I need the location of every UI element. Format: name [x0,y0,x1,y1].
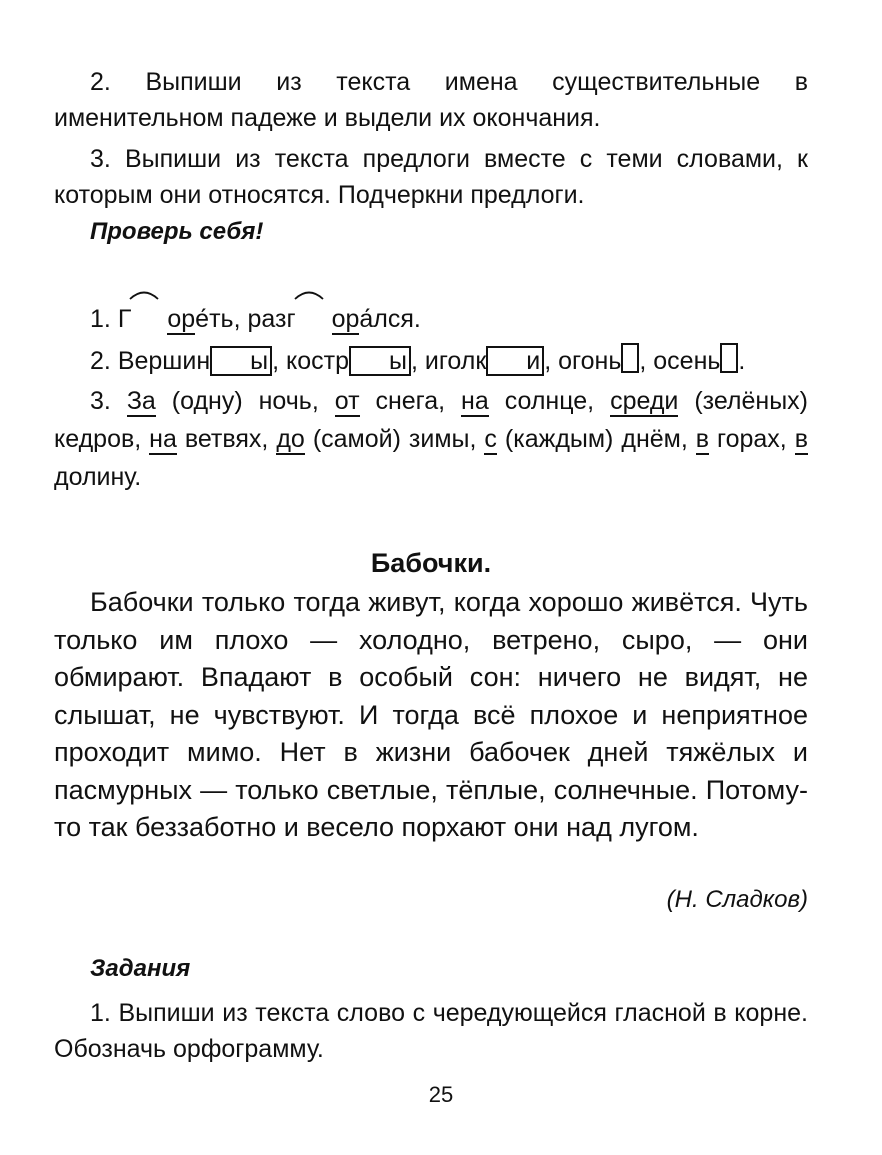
task-3: 3. Выпиши из текста предлоги вместе с теми словами, к которым они относятся. Подчеркни предлоги. [54,145,808,209]
root-arc [294,288,324,300]
word-razgoralsya: разг ора́лся. [247,305,420,333]
noun-1: Вершин ы , [117,347,286,375]
story-text: Бабочки только тогда живут, когда хорошо живётся. Чуть только им плохо — холодно, ветрено, сыро, — они обмирают. Впадают в особый сон: ничего не видят, не слышат, не чувствуют. И тогда всё плохое и неприятное проходит мимо. Нет в жизни бабочек дней тяжёлых и пасмурных — только светлые, тёплые, солнечные. Потому-то так беззаботно и весело порхают они над лугом. [54,587,808,842]
page-number: 25 [428,1082,454,1107]
story-author: (Н. Сладков) [666,886,808,913]
answer-2: 2. Вершин ы , костр ы , иголк и , огонь , осень . [54,342,808,380]
preposition: от [334,387,360,415]
noun-3: иголк и , [424,347,559,375]
word-goret: Г оре́ть [118,305,234,333]
ending-box: ы [210,346,272,376]
root-arc [129,288,159,300]
noun-2: костр ы , [286,347,425,375]
noun-5: осень . [653,347,745,375]
story-body [54,584,808,847]
preposition: в [695,425,710,453]
ending-box: ы [349,346,411,376]
assignment-1: 1. Выпиши из текста слово с чередующейся гласной в корне. Обозначь орфограмму. [54,999,808,1063]
assignments-heading: Задания [90,955,191,982]
task-2: 2. Выпиши из текста имена существительные в именительном падеже и выдели их окончания. [54,68,808,132]
check-answers [54,300,808,496]
story-title: Бабочки. [370,548,492,578]
answer-3: 3. За (одну) ночь, от снега, на солнце, среди (зелёных) кедров, на ветвях, до (самой) зимы, с (каждым) днём, в горах, в долину. [54,387,809,491]
preposition: в [794,425,808,453]
preposition: до [276,425,305,453]
zero-ending-box [720,343,738,373]
check-heading: Проверь себя! [90,218,264,245]
noun-4: огонь , [558,347,653,375]
preposition: на [149,425,177,453]
preposition: на [461,387,489,415]
root-underline: ор [331,305,360,333]
ending-box: и [486,346,544,376]
preposition: с [484,425,497,453]
tasks-top [54,64,808,213]
zero-ending-box [621,343,639,373]
assignments [54,995,808,1067]
preposition: За [126,387,156,415]
answer-1: 1. Г оре́ть, разг ора́лся. [54,300,808,338]
preposition: среди [610,387,679,415]
root-underline: ор [167,305,196,333]
